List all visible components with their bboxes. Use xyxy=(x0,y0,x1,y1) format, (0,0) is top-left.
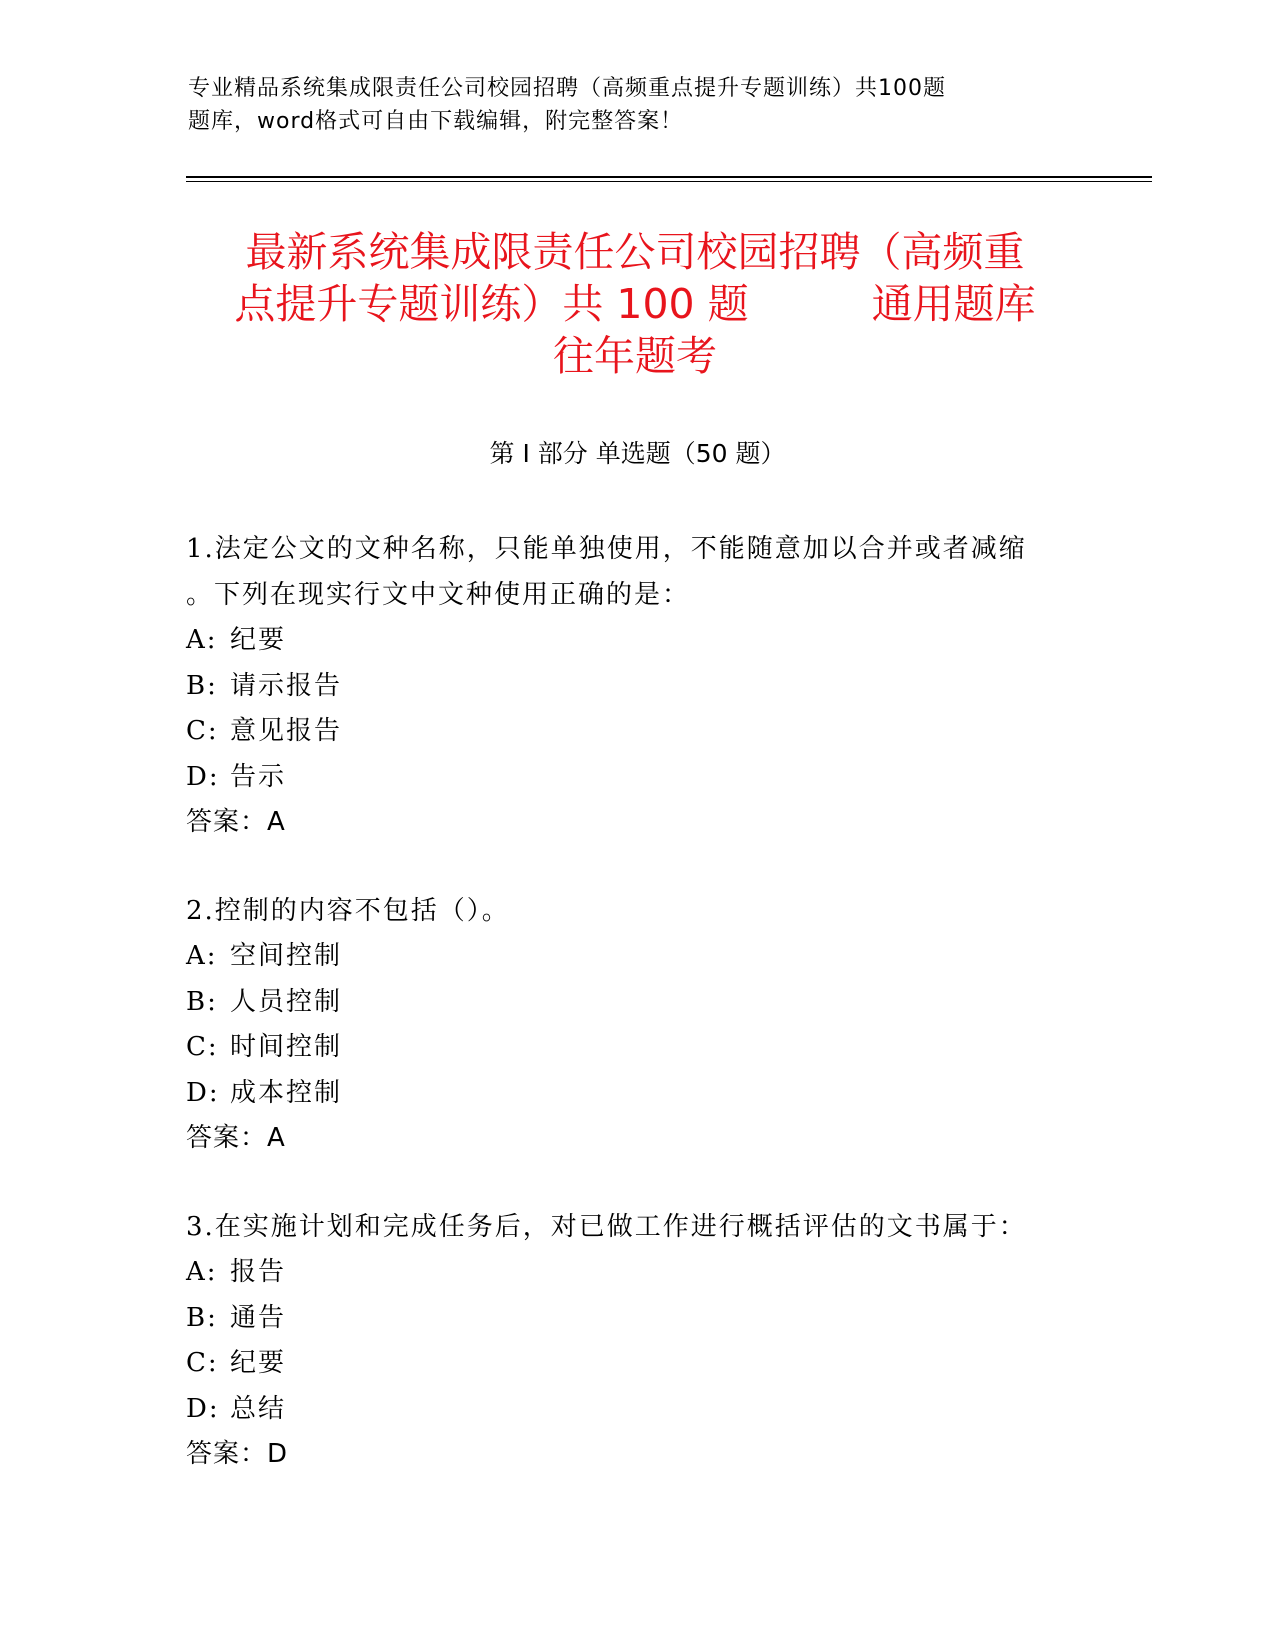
option-text: 纪要 xyxy=(230,1348,287,1378)
option-key: A: xyxy=(186,1257,218,1287)
answer-line: 答案：D xyxy=(186,1439,289,1469)
option-text: 总结 xyxy=(230,1393,287,1424)
header-divider-thin xyxy=(186,181,1152,182)
question-3 xyxy=(186,1205,1086,1478)
option-key: C: xyxy=(186,1032,219,1062)
answer-line: 答案：A xyxy=(186,807,286,837)
option-text: 请示报告 xyxy=(230,670,343,701)
option-key: C: xyxy=(186,716,219,746)
option-key: D: xyxy=(186,1077,220,1108)
option-text: 报告 xyxy=(230,1257,287,1287)
document-header xyxy=(188,72,1038,138)
answer-line: 答案：A xyxy=(186,1123,286,1153)
question-1 xyxy=(186,527,1086,846)
option-text: 纪要 xyxy=(230,625,287,655)
option-key: A: xyxy=(186,625,218,655)
header-line-2: 题库，word格式可自由下载编辑，附完整答案！ xyxy=(188,109,684,134)
option-a xyxy=(186,1250,1086,1296)
option-key: A: xyxy=(186,941,218,971)
option-key: C: xyxy=(186,1348,219,1378)
option-d xyxy=(186,755,1086,801)
option-text: 人员控制 xyxy=(230,986,343,1017)
question-stem-line: 2.控制的内容不包括（）。 xyxy=(186,895,510,926)
option-text: 时间控制 xyxy=(230,1032,343,1062)
header-line-1: 专业精品系统集成限责任公司校园招聘（高频重点提升专题训练）共100题 xyxy=(188,76,946,101)
option-d xyxy=(186,1387,1086,1433)
option-text: 意见报告 xyxy=(230,716,343,746)
option-c xyxy=(186,709,1086,755)
option-text: 告示 xyxy=(230,761,287,792)
title-line-1: 最新系统集成限责任公司校园招聘（高频重 xyxy=(245,228,1025,276)
section-heading: 第 I 部分 单选题（50 题） xyxy=(489,439,786,468)
question-stem-line: 3.在实施计划和完成任务后，对已做工作进行概括评估的文书属于： xyxy=(186,1211,1027,1242)
option-key: B: xyxy=(186,986,218,1017)
header-divider-thick xyxy=(186,176,1152,178)
option-a xyxy=(186,934,1086,980)
question-2 xyxy=(186,889,1086,1162)
option-a xyxy=(186,618,1086,664)
option-c xyxy=(186,1025,1086,1071)
option-text: 空间控制 xyxy=(230,941,343,971)
option-text: 成本控制 xyxy=(230,1077,343,1108)
question-stem-line: 1.法定公文的文种名称，只能单独使用，不能随意加以合并或者减缩 xyxy=(186,534,1027,564)
option-b xyxy=(186,980,1086,1026)
option-key: B: xyxy=(186,670,218,701)
option-d xyxy=(186,1071,1086,1117)
title-line-2: 点提升专题训练）共 100 题 通用题库 xyxy=(234,280,1036,328)
question-list xyxy=(186,527,1086,1521)
option-text: 通告 xyxy=(230,1302,287,1333)
option-key: D: xyxy=(186,1393,220,1424)
title-line-3: 往年题考 xyxy=(553,332,717,380)
option-b xyxy=(186,664,1086,710)
option-b xyxy=(186,1296,1086,1342)
option-key: B: xyxy=(186,1302,218,1333)
option-c xyxy=(186,1341,1086,1387)
question-stem-line: 。下列在现实行文中文种使用正确的是： xyxy=(186,579,691,610)
option-key: D: xyxy=(186,761,220,792)
document-title xyxy=(190,226,1080,382)
